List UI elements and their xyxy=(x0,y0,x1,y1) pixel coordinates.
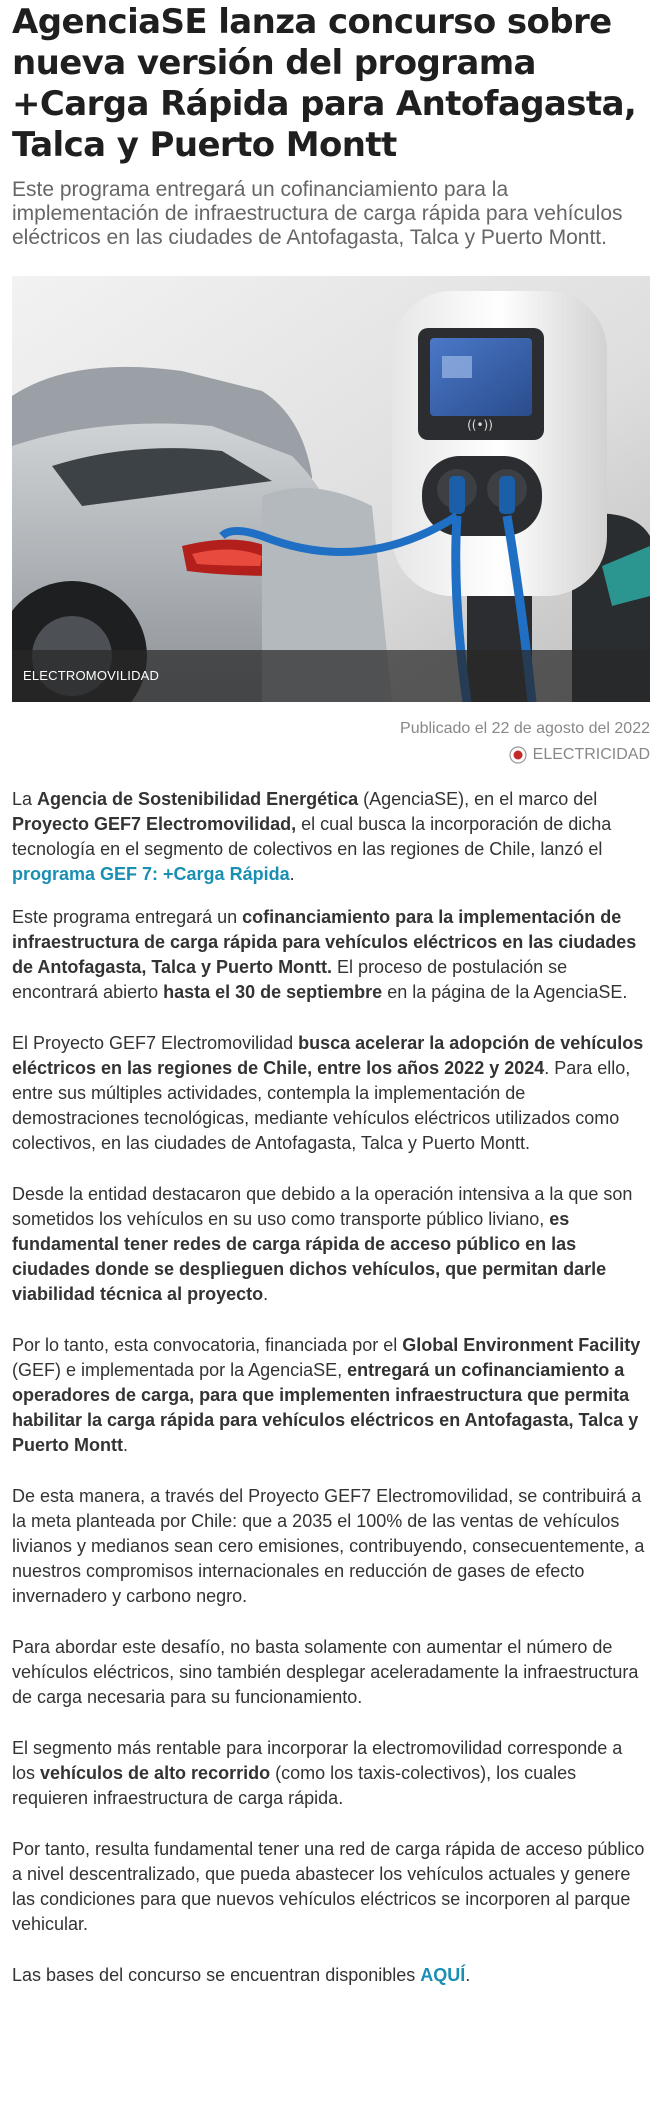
bases-link[interactable]: AQUÍ xyxy=(420,1965,466,1985)
program-link[interactable]: programa GEF 7: +Carga Rápida xyxy=(12,864,290,884)
article-body xyxy=(12,787,650,1988)
paragraph-10: Las bases del concurso se encuentran disponibles AQUÍ. xyxy=(12,1965,471,1985)
radio-dot-icon xyxy=(509,746,527,764)
category-label: ELECTRICIDAD xyxy=(532,746,650,763)
paragraph-9: Por tanto, resulta fundamental tener una red de carga rápida de acceso público a nivel descentralizado, que pueda abastecer los vehículos actuales y genere las condiciones para que nuevos vehículos eléctricos se incorporen al parque vehicular. xyxy=(12,1839,645,1934)
charging-station-photo xyxy=(12,276,650,702)
paragraph-5: Por lo tanto, esta convocatoria, financiada por el Global Environment Facility (GEF) e implementada por la AgenciaSE, entregará un cofinanciamiento a operadores de carga, para que implementen infraestructura que permita habilitar la carga rápida para vehículos eléctricos en Antofagasta, Talca y Puerto Montt. xyxy=(12,1335,641,1455)
paragraph-4: Desde la entidad destacaron que debido a la operación intensiva a la que son sometidos los vehículos en su uso como transporte público liviano, es fundamental tener redes de carga rápida de acceso público en las ciudades donde se desplieguen dichos vehículos, que permitan darle viabilidad técnica al proyecto. xyxy=(12,1184,633,1304)
publish-date: Publicado el 22 de agosto del 2022 xyxy=(400,720,650,737)
paragraph-3: El Proyecto GEF7 Electromovilidad busca acelerar la adopción de vehículos eléctricos en las regiones de Chile, entre los años 2022 y 2024. Para ello, entre sus múltiples actividades, contempla la implementación de demostraciones tecnológicas, mediante vehículos eléctricos utilizados como colectivos, en las ciudades de Antofagasta, Talca y Puerto Montt. xyxy=(12,1033,644,1153)
image-category-tag[interactable]: ELECTROMOVILIDAD xyxy=(12,650,650,702)
paragraph-7: Para abordar este desafío, no basta solamente con aumentar el número de vehículos eléctricos, sino también desplegar aceleradamente la infraestructura de carga necesaria para su funcionamiento. xyxy=(12,1637,639,1707)
article xyxy=(0,2,662,1988)
article-meta xyxy=(12,718,650,767)
hero-image xyxy=(12,276,650,702)
paragraph-8: El segmento más rentable para incorporar la electromovilidad corresponde a los vehículos de alto recorrido (como los taxis-colectivos), los cuales requieren infraestructura de carga rápida. xyxy=(12,1738,623,1808)
svg-text:((•)): ((•)) xyxy=(467,418,493,432)
article-title: AgenciaSE lanza concurso sobre nueva versión del programa +Carga Rápida para Antofagasta, Talca y Puerto Montt xyxy=(12,2,637,165)
article-subtitle: Este programa entregará un cofinanciamiento para la implementación de infraestructura de carga rápida para vehículos eléctricos en las ciudades de Antofagasta, Talca y Puerto Montt. xyxy=(12,178,623,249)
category-link[interactable] xyxy=(12,743,650,767)
paragraph-6: De esta manera, a través del Proyecto GEF7 Electromovilidad, se contribuirá a la meta planteada por Chile: que a 2035 el 100% de las ventas de vehículos livianos y medianos sean cero emisiones, contribuyendo, consecuentemente, a nuestros compromisos internacionales en reducción de gases de efecto invernadero y carbono negro. xyxy=(12,1486,645,1606)
paragraph-1: La Agencia de Sostenibilidad Energética (AgenciaSE), en el marco del Proyecto GEF7 Electromovilidad, el cual busca la incorporación de dicha tecnología en el segmento de colectivos en las regiones de Chile, lanzó el programa GEF 7: +Carga Rápida. xyxy=(12,789,612,884)
paragraph-2: Este programa entregará un cofinanciamiento para la implementación de infraestructura de carga rápida para vehículos eléctricos en las ciudades de Antofagasta, Talca y Puerto Montt. El proceso de postulación se encontrará abierto hasta el 30 de septiembre en la página de la AgenciaSE. xyxy=(12,907,637,1002)
